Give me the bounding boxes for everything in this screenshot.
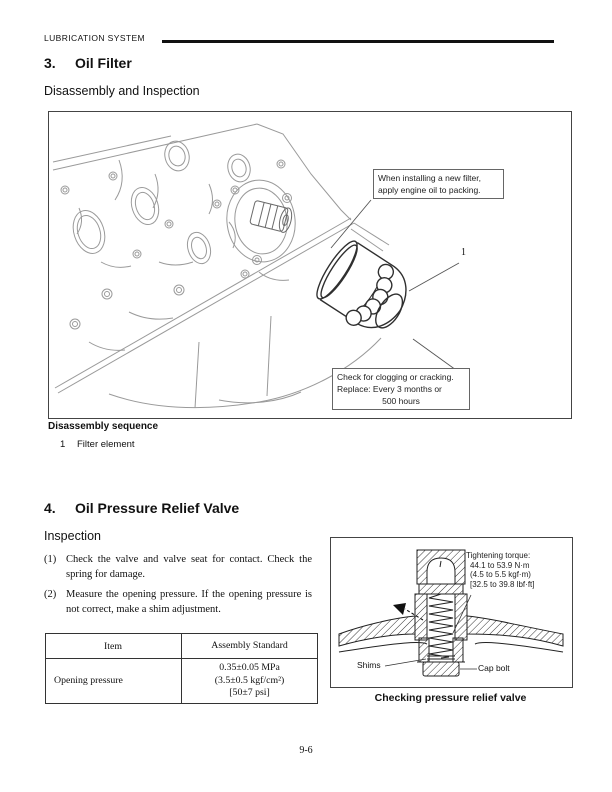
table-header-standard: Assembly Standard: [182, 634, 318, 659]
standard-line: (3.5±0.5 kgf/cm²): [214, 674, 285, 686]
figure2-caption: Checking pressure relief valve: [374, 692, 527, 704]
table-cell-item: Opening pressure: [46, 659, 182, 704]
header-rule: [162, 40, 554, 43]
step-text: Measure the opening pressure. If the opening pressure is not correct, make a shim adjustment.: [66, 589, 312, 615]
leader-lines: [331, 200, 459, 370]
section4-subtitle: Inspection: [44, 529, 101, 543]
part-number-label: 1: [461, 247, 466, 258]
page-header-title: LUBRICATION SYSTEM: [44, 33, 146, 43]
valve-collar: [419, 584, 463, 594]
section3-number: 3.: [44, 55, 56, 71]
torque-line: Tightening torque:: [466, 551, 531, 560]
filter-grip-scallops: [343, 260, 403, 334]
casting-wing-right: [467, 616, 563, 646]
table-header-item: Item: [46, 634, 182, 659]
section3-subtitle: Disassembly and Inspection: [44, 84, 200, 98]
table-row: [46, 659, 318, 704]
valve-wall-left: [415, 594, 427, 640]
callout-line: Check for clogging or cracking.: [337, 372, 454, 382]
disassembly-sequence-title: Disassembly sequence: [48, 421, 159, 432]
tightening-torque-label: [466, 551, 534, 589]
step-text: Check the valve and valve seat for contact. Check the spring for damage.: [66, 554, 312, 580]
oil-filter-figure: [48, 111, 572, 419]
section4-title: Oil Pressure Relief Valve: [75, 500, 240, 516]
oil-filter-illustration: [49, 112, 571, 418]
lower-wall-left: [419, 638, 429, 662]
section3-heading: [44, 55, 132, 71]
valve-spring: [429, 594, 453, 658]
sequence-item-label: Filter element: [77, 439, 135, 450]
filter-mount-flange: [222, 176, 301, 267]
sequence-item: [60, 439, 135, 450]
cap-bolt: [423, 662, 459, 676]
assembly-standard-table: [45, 633, 318, 704]
standard-line: 0.35±0.05 MPa: [219, 662, 280, 673]
section3-title: Oil Filter: [75, 55, 132, 71]
lower-wall-right: [453, 638, 463, 662]
table-cell-standard: [182, 659, 318, 704]
sequence-item-number: 1: [60, 439, 66, 450]
shims-label: Shims: [357, 660, 381, 670]
section4-heading: [44, 500, 239, 516]
standard-line: [50±7 psi]: [229, 687, 270, 698]
engine-block-drawing: [53, 124, 389, 408]
step-number: (2): [44, 589, 57, 600]
callout-line: When installing a new filter,: [378, 173, 481, 183]
callout-line: Replace: Every 3 months or: [337, 384, 442, 394]
inspection-step: [44, 587, 312, 617]
bolt-holes: [61, 160, 285, 329]
section4-number: 4.: [44, 500, 56, 516]
table-header-row: [46, 634, 318, 659]
torque-line: [32.5 to 39.8 lbf·ft]: [470, 579, 535, 589]
cap-bolt-label: Cap bolt: [478, 663, 510, 673]
callout-install-note: [373, 169, 504, 199]
callout-check-note: [332, 368, 470, 410]
step-number: (1): [44, 554, 57, 565]
torque-line: (4.5 to 5.5 kgf·m): [470, 570, 531, 579]
page-number: 9-6: [299, 745, 313, 756]
torque-line: 44.1 to 53.9 N·m: [470, 560, 530, 570]
casting-wing-left: [339, 616, 415, 646]
callout-line: 500 hours: [382, 396, 420, 406]
callout-line: apply engine oil to packing.: [378, 185, 481, 195]
inspection-step: [44, 552, 312, 582]
oil-filter-drawing: [308, 237, 419, 344]
gasket-ovals: [68, 138, 253, 266]
